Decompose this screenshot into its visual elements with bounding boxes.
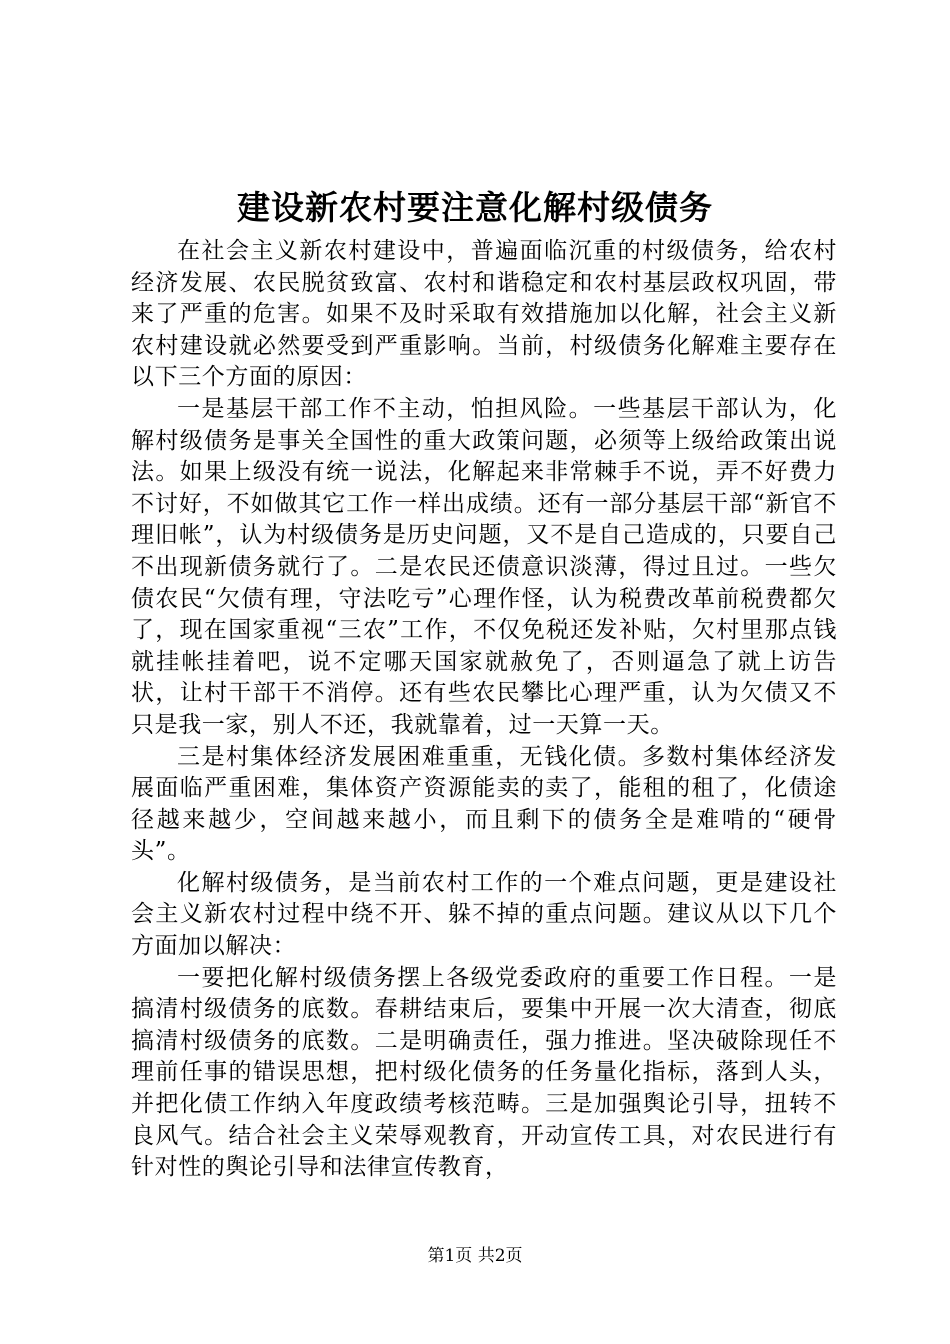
document-title: 建设新农村要注意化解村级债务 xyxy=(237,188,713,227)
page-footer: 第1页 共2页 xyxy=(427,1246,523,1266)
document-body xyxy=(131,236,837,1184)
paragraph-5: 一要把化解村级债务摆上各级党委政府的重要工作日程。一是搞清村级债务的底数。春耕结束后，要集中开展一次大清查，彻底搞清村级债务的底数。二是明确责任，强力推进。坚决破除现任不理前任事的错误思想，把村级化债务的任务量化指标，落到人头，并把化债工作纳入年度政绩考核范畴。三是加强舆论引导，扭转不良风气。结合社会主义荣辱观教育，开动宣传工具，对农民进行有针对性的舆论引导和法律宣传教育， xyxy=(131,964,837,1181)
paragraph-4: 化解村级债务，是当前农村工作的一个难点问题，更是建设社会主义新农村过程中绕不开、躲不掉的重点问题。建议从以下几个方面加以解决： xyxy=(131,869,837,960)
paragraph-1: 在社会主义新农村建设中，普遍面临沉重的村级债务，给农村经济发展、农民脱贫致富、农村和谐稳定和农村基层政权巩固，带来了严重的危害。如果不及时采取有效措施加以化解，社会主义新农村建设就必然要受到严重影响。当前，村级债务化解难主要存在以下三个方面的原因： xyxy=(131,238,837,391)
paragraph-3: 三是村集体经济发展困难重重，无钱化债。多数村集体经济发展面临严重困难，集体资产资源能卖的卖了，能租的租了，化债途径越来越少，空间越来越小，而且剩下的债务全是难啃的“硬骨头”。 xyxy=(131,743,837,865)
paragraph-2: 一是基层干部工作不主动，怕担风险。一些基层干部认为，化解村级债务是事关全国性的重大政策问题，必须等上级给政策出说法。如果上级没有统一说法，化解起来非常棘手不说，弄不好费力不讨好，不如做其它工作一样出成绩。还有一部分基层干部“新官不理旧帐”，认为村级债务是历史问题，又不是自己造成的，只要自己不出现新债务就行了。二是农民还债意识淡薄，得过且过。一些欠债农民“欠债有理，守法吃亏”心理作怪，认为税费改革前税费都欠了，现在国家重视“三农”工作，不仅免税还发补贴，欠村里那点钱就挂帐挂着吧，说不定哪天国家就赦免了，否则逼急了就上访告状，让村干部干不消停。还有些农民攀比心理严重，认为欠债又不只是我一家，别人不还，我就靠着，过一天算一天。 xyxy=(131,395,837,738)
